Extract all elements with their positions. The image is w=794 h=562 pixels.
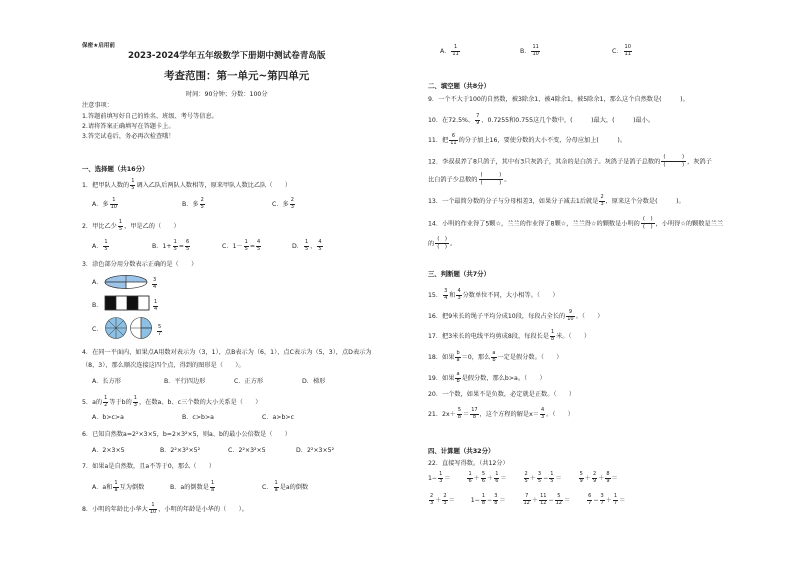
q6-option-b[interactable]: B．2²×3²×5² xyxy=(160,447,201,454)
q7-option-a[interactable]: A．a和 $\frac{1}{a}$ 互为倒数 xyxy=(92,480,145,493)
q8: 8．小明的年龄比小华大 $\frac{1}{10}$ ，小明的年龄是小华的（ ）。 xyxy=(82,502,248,515)
q13: 13．一个最简分数的分子与分母相差3，如果分子减去1后就是 $\frac{2}{3}$ ，原来这个分数是( )。 xyxy=(428,194,685,207)
q8-option-b[interactable]: B． $\frac{11}{10}$ xyxy=(520,44,539,57)
q3: 3．涂色部分用分数表示正确的是（ ） xyxy=(82,261,198,268)
q6-option-d[interactable]: D．2²×3×5² xyxy=(296,447,335,454)
q18: 18．如果 $\frac{b}{a}$ ＝0，那么 $\frac{a}{b}$ 一定是假分数。（ ） xyxy=(428,350,563,363)
q8-option-a[interactable]: A． $\frac{1}{11}$ xyxy=(440,44,459,57)
q2: 2．甲比乙少 $\frac{1}{5}$ ，甲是乙的（ ） xyxy=(82,219,180,232)
exam-time: 时间：90分钟；分数：100分 xyxy=(186,91,268,98)
q1-option-b[interactable]: B．多 $\frac{2}{5}$ xyxy=(182,197,204,210)
q11: 11．把 $\frac{6}{11}$ 的分子加上16，要使分数的大小不变，分母应加上( )。 xyxy=(428,133,627,146)
q5-option-b[interactable]: B．c>b>a xyxy=(182,414,214,421)
q2-option-c[interactable]: C．1－ $\frac{1}{5}$ = $\frac{4}{5}$ xyxy=(222,239,261,252)
q3-frac-a: $\frac{3}{4}$ xyxy=(153,277,157,290)
q3-ellipse-figure xyxy=(103,274,149,290)
q3-option-a-label[interactable]: A． xyxy=(92,279,103,286)
q2-option-a[interactable]: A． $\frac{1}{5}$ xyxy=(92,239,108,252)
q1-option-a[interactable]: A．多 $\frac{1}{10}$ xyxy=(92,197,117,210)
q15: 15． $\frac{3}{4}$ 和 $\frac{4}{3}$ 分数单位不同，大小相等。（ ） xyxy=(428,288,559,301)
q4-line2: （8，3），那么顺次连接这四个点，得到的图形是（ ）。 xyxy=(82,362,245,369)
calc-row-2: $\frac{2}{3}$ ＋ $\frac{2}{3}$ ＝ 1− $\frac{1}{8}$ − $\frac{3}{8}$ ＝ $\frac{7}{12}$ ＋ $\frac{11}{12}$ − $\frac{5}{12}$ ＝ $\frac{6}{7}$ − $\frac{3}{7}$ ＋ $\frac{1}{7}$ ＝ xyxy=(430,493,626,506)
q19: 19．如果 $\frac{a}{b}$ 是假分数，那么b>a。（ ） xyxy=(428,371,546,384)
q7-option-c[interactable]: C． $\frac{1}{a}$ 是a的倒数 xyxy=(262,480,309,493)
q8-option-c[interactable]: C． $\frac{10}{11}$ xyxy=(612,44,631,57)
secret-label: 保密★启用前 xyxy=(82,43,115,49)
q3-frac-b: $\frac{1}{4}$ xyxy=(154,299,158,312)
q4-option-b[interactable]: B．平行四边形 xyxy=(164,378,206,385)
q7-option-b[interactable]: B．a的倒数是 $\frac{1}{a}$ xyxy=(170,480,215,493)
q9: 9．一个不大于100的自然数，被3除余1，被4除余1，被5除余1，那么这个自然数是( )。 xyxy=(428,96,689,103)
section3-heading: 三、判断题（共7分） xyxy=(428,270,490,278)
q4-option-a[interactable]: A．长方形 xyxy=(92,378,121,385)
exam-title: 2023-2024学年五年级数学下册期中测试卷青岛版 xyxy=(128,51,326,61)
q5: 5．a的 $\frac{1}{2}$ 等于b的 $\frac{1}{3}$ ，在数a、b、c三个数的大小关系是（ ） xyxy=(82,395,262,408)
q10: 10．在72.5%、 $\frac{7}{9}$ 、0.7255和0.755这几个数中，( )最大，( )最小。 xyxy=(428,113,655,126)
q6-option-a[interactable]: A．2×3×5 xyxy=(92,447,125,454)
q2-option-b[interactable]: B．1+ $\frac{1}{5}$ = $\frac{6}{5}$ xyxy=(152,239,190,252)
note-1: 1.答题前填写好自己的姓名、班级、考号等信息。 xyxy=(82,113,218,120)
q4-line1: 4．在同一平面内，如果点A用数对表示为（3，1），点B表示为（6，1），点C表示为（5，3），点D表示为 xyxy=(82,349,372,356)
section2-heading: 二、填空题（共8分） xyxy=(428,82,490,90)
exam-scope: 考查范围：第一单元~第四单元 xyxy=(164,70,310,82)
q1-option-c[interactable]: C．多 $\frac{2}{3}$ xyxy=(272,197,294,210)
q5-option-a[interactable]: A．b>c>a xyxy=(92,414,124,421)
q3-bar-figure xyxy=(104,295,150,311)
q1: 1．把甲队人数的 $\frac{1}{5}$ 调入乙队后两队人数相等，原来甲队人数比乙队（ ） xyxy=(82,178,292,191)
q20: 20．一个数，如果不是负数，必定就是正数。（ ） xyxy=(428,391,576,398)
q14-line2: 的 ( ) ( ) 。 xyxy=(428,236,457,250)
note-3: 3.答完试卷后，务必再次检查哦！ xyxy=(82,133,175,140)
q12-line2: 比白鸽子少总数的 ( ) ( ) 。 xyxy=(428,172,511,186)
q21: 21．2x＋ $\frac{5}{8}$ ＝ $\frac{17}{8}$ ，这个方程的解是x＝ $\frac{4}{3}$ 。（ ） xyxy=(428,407,574,420)
section1-heading: 一、选择题（共16分） xyxy=(82,165,149,173)
note-2: 2.请将答案正确填写在答题卡上。 xyxy=(82,123,175,130)
q2-option-d[interactable]: D． $\frac{1}{5}$ ， $\frac{4}{5}$ xyxy=(292,239,322,252)
q4-option-c[interactable]: C．正方形 xyxy=(234,378,264,385)
q7: 7．如果a是自然数，且a不等于0，那么（ ） xyxy=(82,463,216,470)
q14-line1: 14．小明的作业得了5颗☆，兰兰的作业得了8颗☆，兰兰得☆的颗数是小明的 ( ) ( ) ，小明得☆的颗数是兰兰 xyxy=(428,216,724,230)
q3-option-c-label[interactable]: C． xyxy=(92,326,103,333)
q6: 6．已知自然数a=2²×3×5，b=2×3²×5，则a、b的最小公倍数是（ ） xyxy=(82,431,291,438)
q3-frac-c: $\frac{5}{7}$ xyxy=(158,324,162,337)
q3-option-b-label[interactable]: B． xyxy=(92,302,103,309)
notes-heading: 注意事项： xyxy=(82,102,113,109)
q22: 22．直接写得数。（共12分） xyxy=(428,460,509,467)
q4-option-d[interactable]: D．梯形 xyxy=(302,378,326,385)
q3-circles-figure xyxy=(104,316,154,340)
q5-option-c[interactable]: C．a>b>c xyxy=(262,414,294,421)
q6-option-c[interactable]: C．2²×3²×5 xyxy=(228,447,266,454)
q16: 16．把9米长的绳子平均分成10段，每段占全长的 $\frac{9}{10}$ 。（ ） xyxy=(428,309,604,322)
section4-heading: 四、计算题（共32分） xyxy=(428,447,495,455)
q12-line1: 12．李叔叔养了8只鸽子，其中有3只灰鸽子，其余的是白鸽子。灰鸽子是鸽子总数的 ( ) ( ) ，灰鸽子 xyxy=(428,154,712,168)
q17: 17．把3米长的电线平均剪成8段，每段长是 $\frac{1}{8}$ 米。（ ） xyxy=(428,329,591,342)
calc-row-1: 1− $\frac{1}{3}$ ＝ $\frac{1}{6}$ ＋ $\frac{5}{6}$ ＋ $\frac{1}{6}$ ＝ $\frac{2}{5}$ ＋ $\frac{3}{5}$ − $\frac{1}{5}$ ＝ $\frac{5}{9}$ ＋ $\frac{2}{9}$ ＋ $\frac{8}{9}$ ＝ xyxy=(428,471,618,484)
